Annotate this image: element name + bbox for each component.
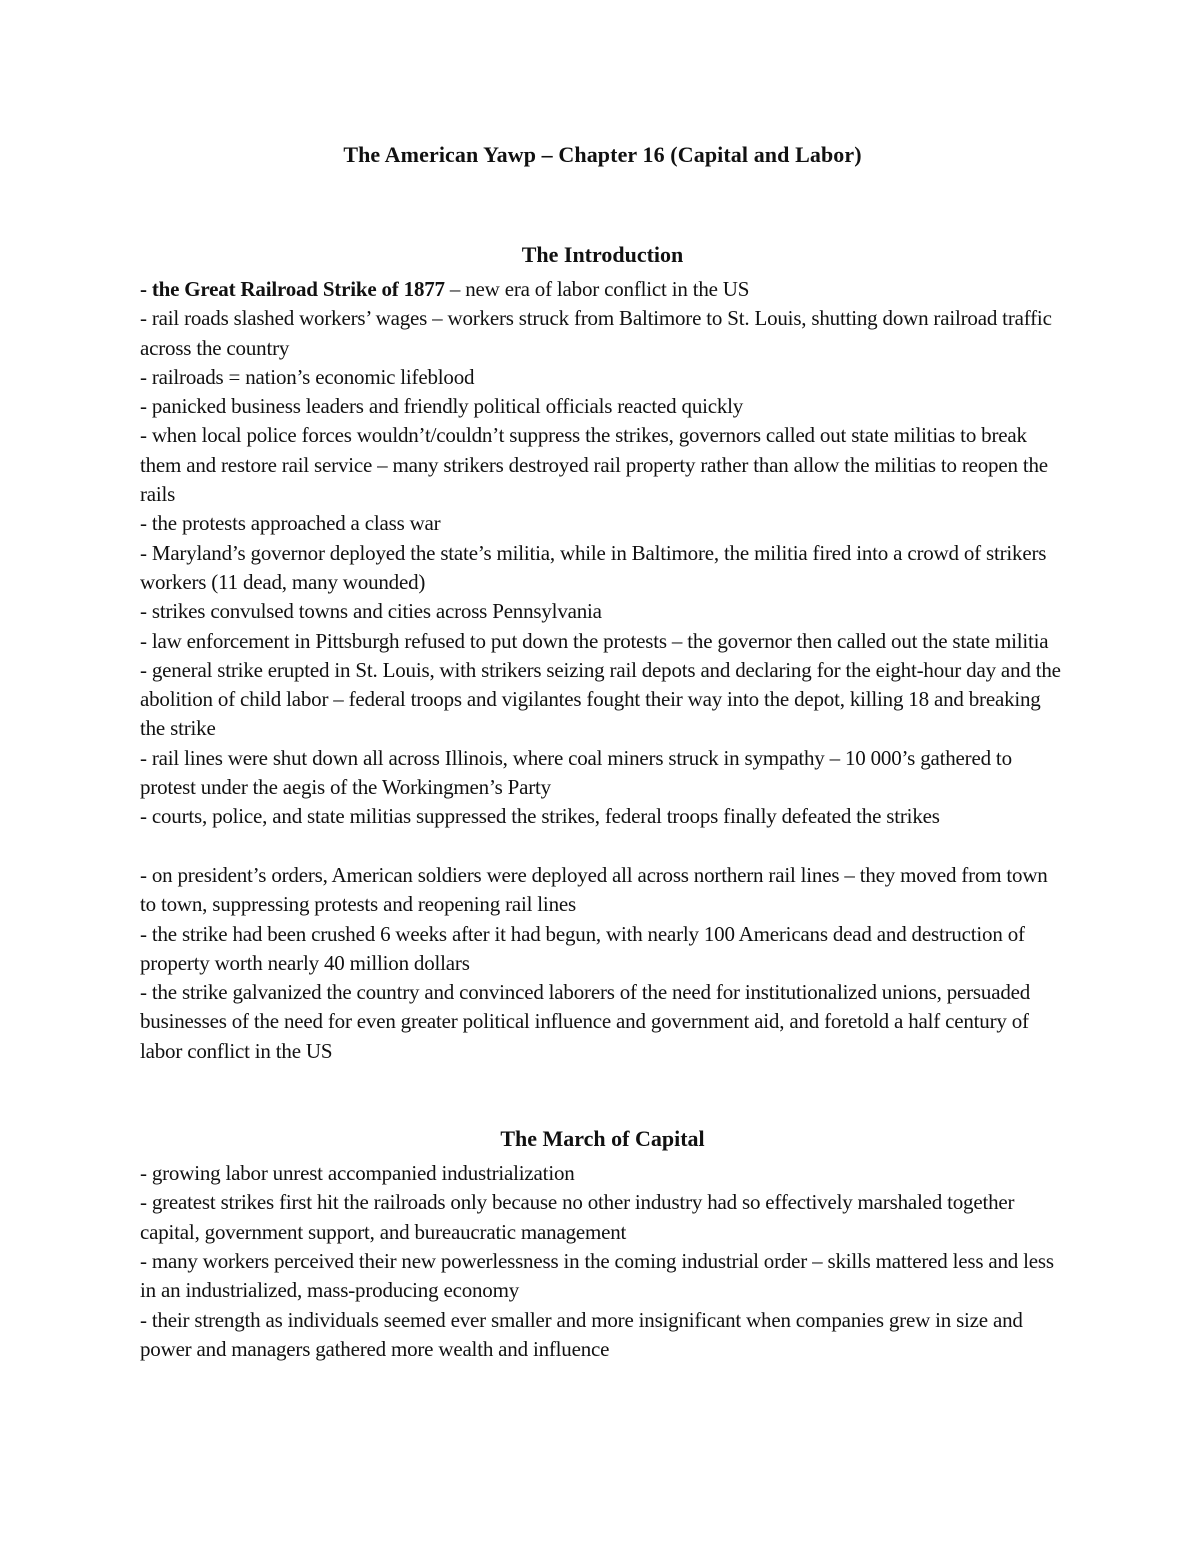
note-item: - on president’s orders, American soldiers were deployed all across northern rail lines – they moved from town to town, suppressing protests and reopening rail lines <box>140 862 1048 917</box>
note-item: - greatest strikes first hit the railroads only because no other industry had so effectively marshaled together capital, government support, and bureaucratic management <box>140 1190 1015 1244</box>
note-item <box>140 275 1065 304</box>
note-item: - law enforcement in Pittsburgh refused to put down the protests – the governor then called out the state militia <box>140 628 1049 653</box>
document-title: The American Yawp – Chapter 16 (Capital and Labor) <box>343 142 862 167</box>
note-item: - railroads = nation’s economic lifeblood <box>140 364 475 389</box>
note-item: - the strike had been crushed 6 weeks after it had begun, with nearly 100 Americans dead and destruction of property worth nearly 40 million dollars <box>140 921 1025 975</box>
note-item: - the protests approached a class war <box>140 511 441 536</box>
note-item: - courts, police, and state militias suppressed the strikes, federal troops finally defeated the strikes <box>140 804 940 829</box>
note-item: - growing labor unrest accompanied industrialization <box>140 1161 575 1186</box>
note-item: - many workers perceived their new powerlessness in the coming industrial order – skills mattered less and less in an industrialized, mass-producing economy <box>140 1248 1054 1303</box>
blank-line-spacer <box>140 832 1065 861</box>
note-item: - their strength as individuals seemed ever smaller and more insignificant when companies grew in size and power and managers gathered more wealth and influence <box>140 1307 1023 1361</box>
introduction-notes <box>140 275 1065 1066</box>
note-item: - rail roads slashed workers’ wages – workers struck from Baltimore to St. Louis, shutting down railroad traffic across the country <box>140 306 1052 360</box>
note-item: - the strike galvanized the country and convinced laborers of the need for institutionalized unions, persuaded businesses of the need for even greater political influence and government aid, and foretold a half century of labor conflict in the US <box>140 980 1031 1063</box>
note-bold-term: - the Great Railroad Strike of 1877 <box>140 277 445 301</box>
note-item: - when local police forces wouldn’t/couldn’t suppress the strikes, governors called out state militias to break them and restore rail service – many strikers destroyed rail property rather than allow the militias to reopen the rails <box>140 423 1048 507</box>
note-item: - strikes convulsed towns and cities across Pennsylvania <box>140 599 602 624</box>
march-of-capital-notes <box>140 1159 1065 1364</box>
note-item: - general strike erupted in St. Louis, with strikers seizing rail depots and declaring for the eight-hour day and the abolition of child labor – federal troops and vigilantes fought their way into the depot, killing 18 and breaking the strike <box>140 657 1061 741</box>
section-heading-introduction: The Introduction <box>521 242 684 267</box>
note-item: - panicked business leaders and friendly political officials reacted quickly <box>140 394 744 419</box>
section-heading-march-of-capital: The March of Capital <box>500 1126 705 1152</box>
document-page <box>140 140 1065 1364</box>
note-text: – new era of labor conflict in the US <box>444 277 750 301</box>
note-item: - Maryland’s governor deployed the state’s militia, while in Baltimore, the militia fired into a crowd of strikers workers (11 dead, many wounded) <box>140 540 1047 594</box>
note-item: - rail lines were shut down all across Illinois, where coal miners struck in sympathy – 10 000’s gathered to protest under the aegis of the Workingmen’s Party <box>140 745 1012 800</box>
